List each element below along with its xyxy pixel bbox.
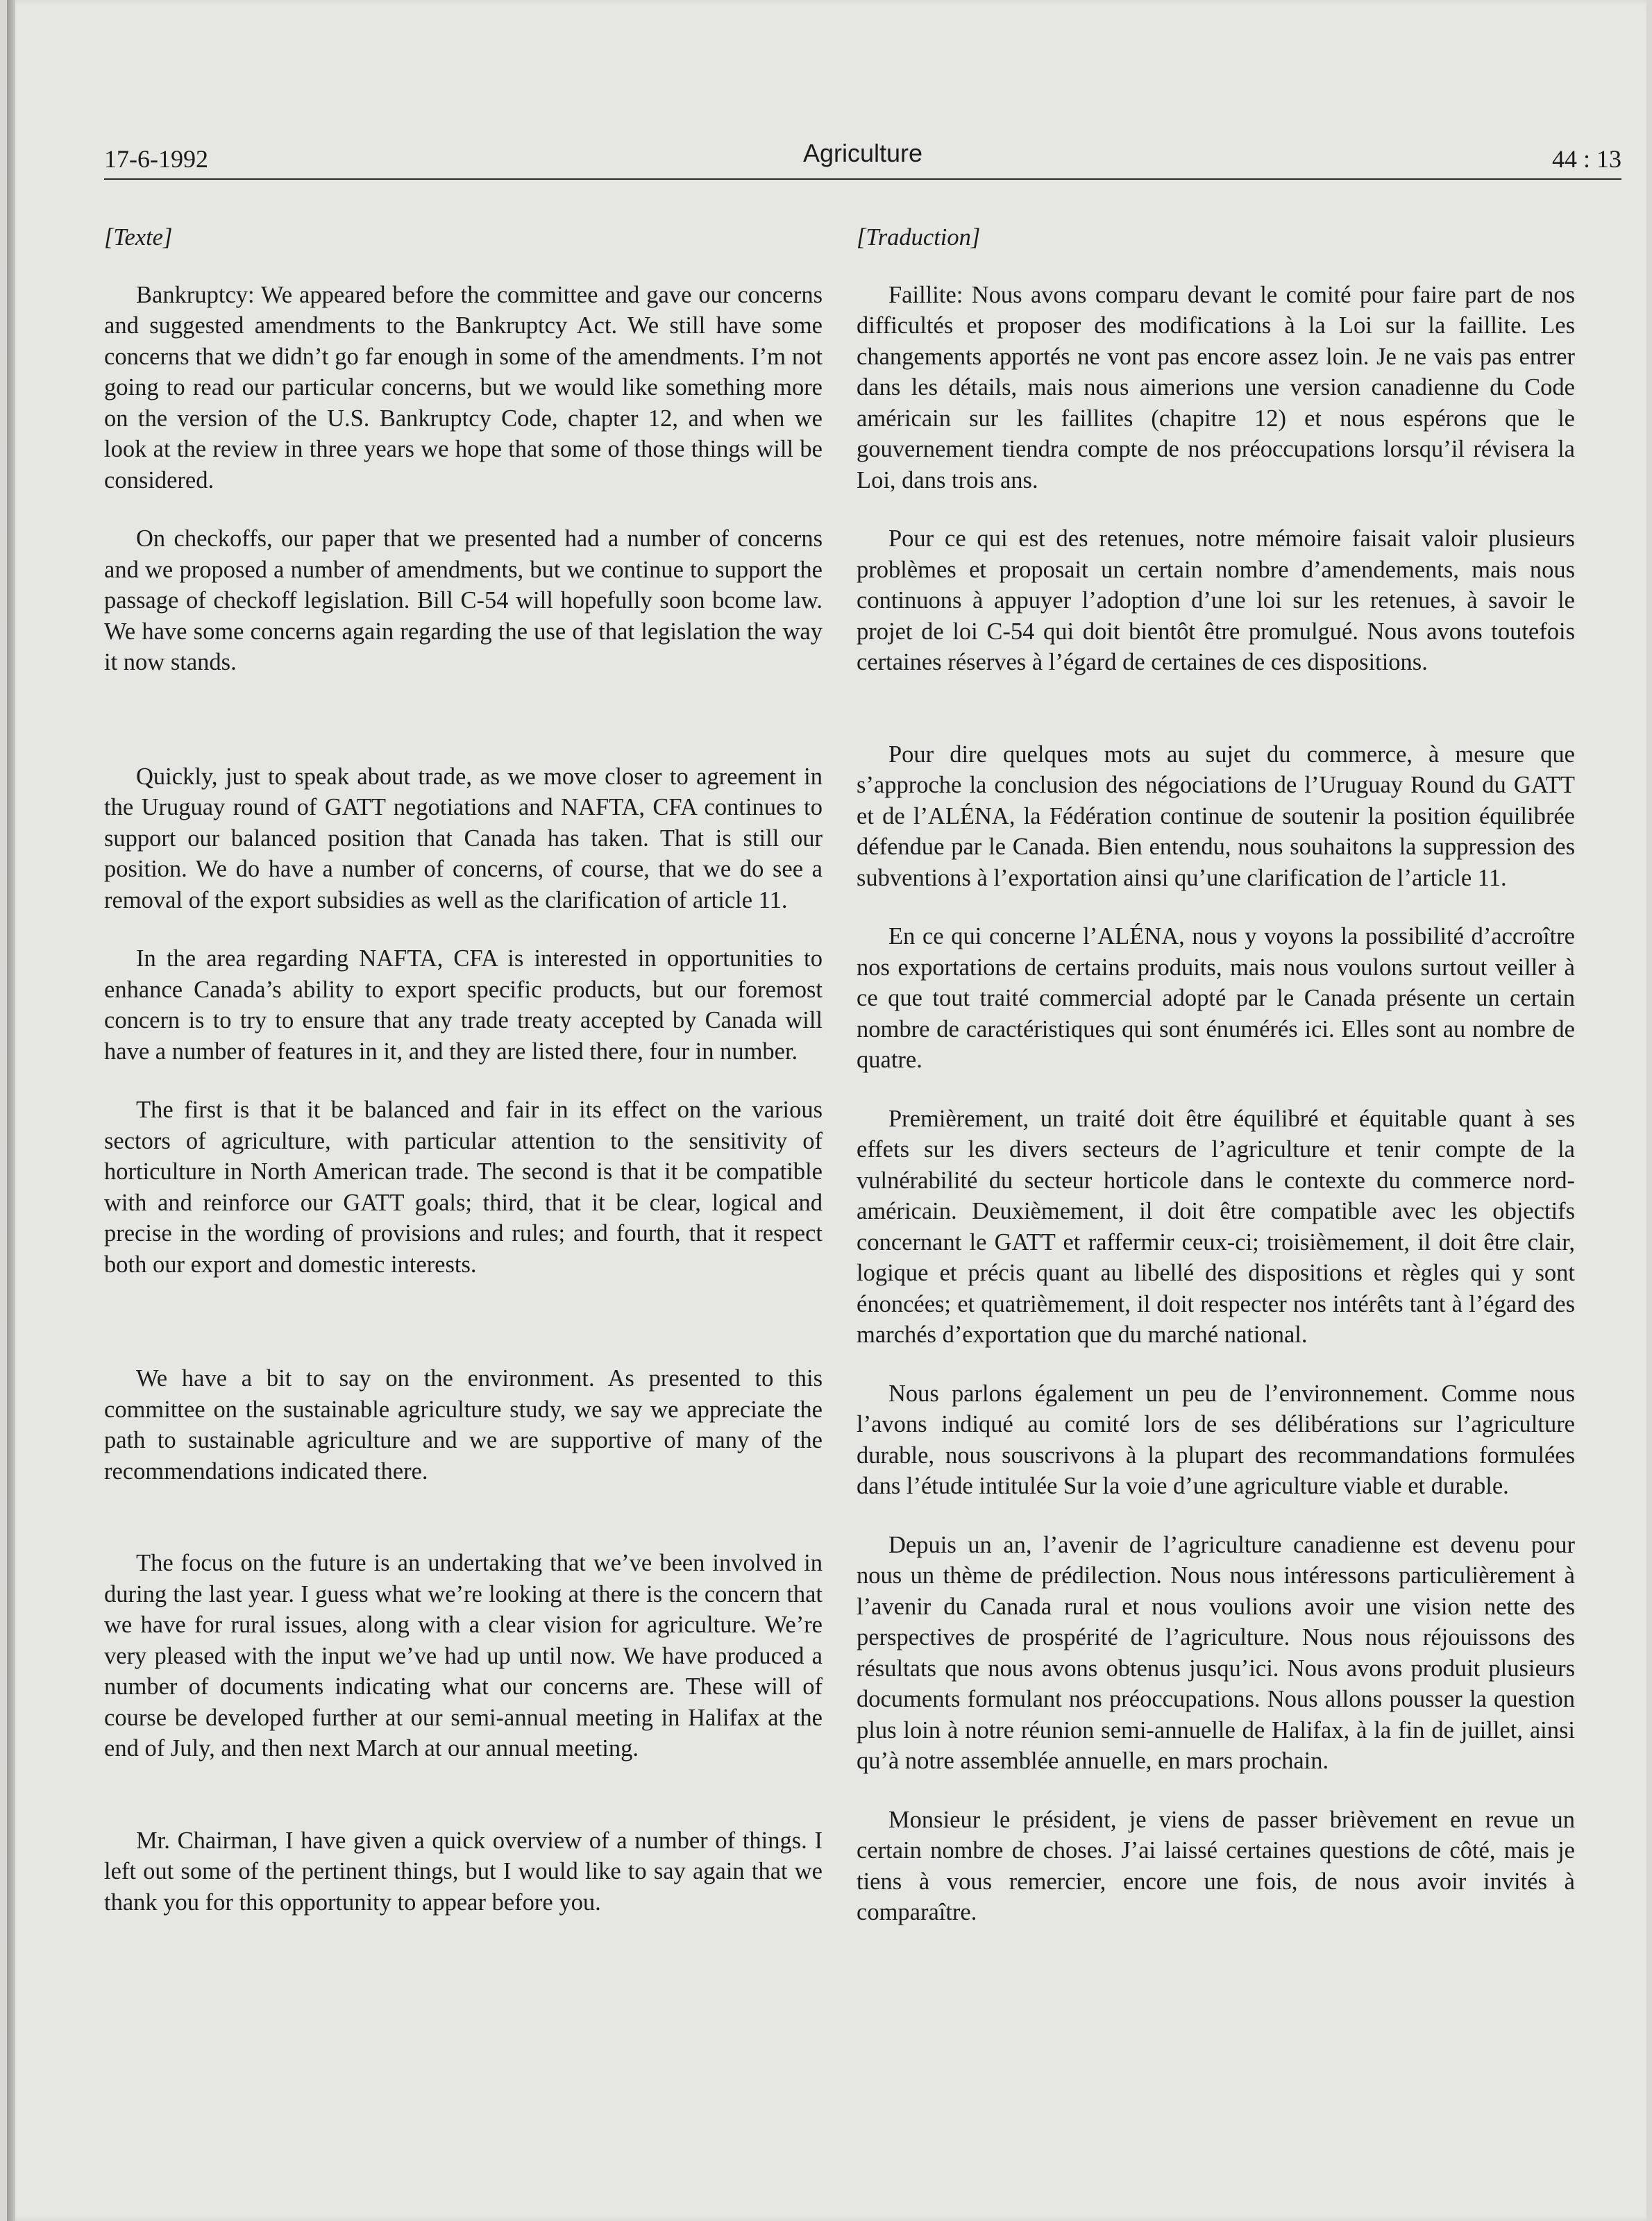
french-paragraph: En ce qui concerne l’ALÉNA, nous y voyons la possibilité d’accroître nos exportations de certains produits, mais nous voulons surtout veiller à ce que tout traité commercial adopté par le Canada présente un certain nombre de caractéristiques qui sont énumérés ici. Elles sont au nombre de quatre. xyxy=(857,923,1575,1073)
english-paragraph: Quickly, just to speak about trade, as we move closer to agreement in the Uruguay round of GATT negotiations and NAFTA, CFA continues to support our balanced position that Canada has taken. That is still our position. We do have a number of concerns, of course, that we do see a removal of the export subsidies as well as the clarification of article 11. xyxy=(104,763,823,913)
english-column xyxy=(104,222,823,1918)
french-paragraph: Monsieur le président, je viens de passer brièvement en revue un certain nombre de choses. J’ai laissé certaines questions de côté, mais je tiens à vous remercier, encore une fois, de nous avoir invités à comparaître. xyxy=(857,1806,1575,1925)
english-paragraph: The first is that it be balanced and fair in its effect on the various sectors of agriculture, with particular attention to the sensitivity of horticulture in North American trade. The second is that it be compatible with and reinforce our GATT goals; third, that it be clear, logical and precise in the wording of provisions and rules; and fourth, that it respect both our export and domestic interests. xyxy=(104,1097,823,1278)
english-paragraph: The focus on the future is an undertaking that we’ve been involved in during the last year. I guess what we’re looking at there is the concern that we have for rural issues, along with a clear vision for agriculture. We’re very pleased with the input we’ve had up until now. We have produced a number of documents indicating what our concerns are. These will of course be developed further at our semi-annual meeting in Halifax at the end of July, and then next March at our annual meeting. xyxy=(104,1550,823,1762)
french-paragraph: Pour ce qui est des retenues, notre mémoire faisait valoir plusieurs problèmes et proposait un certain nombre d’amendements, mais nous continuons à appuyer l’adoption d’une loi sur les retenues, à savoir le projet de loi C-54 qui doit bientôt être promulgué. Nous avons toutefois certaines réserves à l’égard de certaines de ces dispositions. xyxy=(857,525,1575,675)
english-paragraph: We have a bit to say on the environment. As presented to this committee on the sustainable agriculture study, we say we appreciate the path to sustainable agriculture and we are supportive of many of the recommendations indicated there. xyxy=(104,1365,823,1485)
header-title: Agriculture xyxy=(802,139,923,167)
english-paragraph: Mr. Chairman, I have given a quick overview of a number of things. I left out some of the pertinent things, but I would like to say again that we thank you for this opportunity to appear before you. xyxy=(104,1827,823,1916)
english-column-label: [Texte] xyxy=(104,224,173,251)
french-paragraph: Faillite: Nous avons comparu devant le comité pour faire part de nos difficultés et proposer des modifications à la Loi sur la faillite. Les changements apportés ne vont pas encore assez loin. Je ne vais pas entrer dans les détails, mais nous aimerions une version canadienne du Code américain sur les faillites (chapitre 12) et nous espérons que le gouvernement tiendra compte de nos préoccupations lorsqu’il révisera la Loi, dans trois ans. xyxy=(857,281,1575,493)
french-paragraph: Premièrement, un traité doit être équilibré et équitable quant à ses effets sur les divers secteurs de l’agriculture et tenir compte de la vulnérabilité du secteur horticole dans le contexte du commerce nord-américain. Deuxièmement, il doit être compatible avec les objectifs concernant le GATT et raffermir ceux-ci; troisièmement, il doit être clair, logique et précis quant au libellé des dispositions et règles qui y sont énoncées; et quatrièmement, il doit respecter nos intérêts tant à l’égard des marchés d’exportation que du marché national. xyxy=(857,1105,1575,1348)
page-binding-edge xyxy=(7,0,15,2221)
header-page-number: 44 : 13 xyxy=(1551,145,1621,173)
header-rule xyxy=(104,178,1621,180)
french-paragraph: Depuis un an, l’avenir de l’agriculture canadienne est devenu pour nous un thème de prédilection. Nous nous intéressons particulièrement à l’avenir du Canada rural et nous voulions avoir une vision nette des perspectives de prospérité de l’agriculture. Nous nous réjouissons des résultats que nous avons obtenus jusqu’ici. Nous avons produit plusieurs documents formulant nos préoccupations. Nous allons pousser la question plus loin à notre réunion semi-annuelle de Halifax, à la fin de juillet, ainsi qu’à notre assemblée annuelle, en mars prochain. xyxy=(857,1531,1575,1774)
french-paragraph: Pour dire quelques mots au sujet du commerce, à mesure que s’approche la conclusion des négociations de l’Uruguay Round du GATT et de l’ALÉNA, la Fédération continue de soutenir la position équilibrée défendue par le Canada. Bien entendu, nous souhaitons la suppression des subventions à l’exportation ainsi qu’une clarification de l’article 11. xyxy=(857,741,1575,891)
running-header xyxy=(104,139,1621,174)
french-paragraph: Nous parlons également un peu de l’environnement. Comme nous l’avons indiqué au comité lors de ses délibérations sur l’agriculture durable, nous souscrivons à la plupart des recommandations formulées dans l’étude intitulée Sur la voie d’une agriculture viable et durable. xyxy=(857,1380,1575,1499)
english-paragraph: In the area regarding NAFTA, CFA is interested in opportunities to enhance Canada’s ability to export specific products, but our foremost concern is to try to ensure that any trade treaty accepted by Canada will have a number of features in it, and they are listed there, four in number. xyxy=(104,945,823,1065)
english-paragraph: Bankruptcy: We appeared before the committee and gave our concerns and suggested amendments to the Bankruptcy Act. We still have some concerns that we didn’t go far enough in some of the amendments. I’m not going to read our particular concerns, but we would like something more on the version of the U.S. Bankruptcy Code, chapter 12, and when we look at the review in three years we hope that some of those things will be considered. xyxy=(104,281,823,493)
document-page xyxy=(7,0,1646,2221)
french-column-label: [Traduction] xyxy=(857,224,981,251)
english-paragraph: On checkoffs, our paper that we presented had a number of concerns and we proposed a number of amendments, but we continue to support the passage of checkoff legislation. Bill C-54 will hopefully soon bcome law. We have some concerns again regarding the use of that legislation the way it now stands. xyxy=(104,525,823,675)
header-date: 17-6-1992 xyxy=(104,145,208,173)
french-column xyxy=(857,222,1575,1928)
